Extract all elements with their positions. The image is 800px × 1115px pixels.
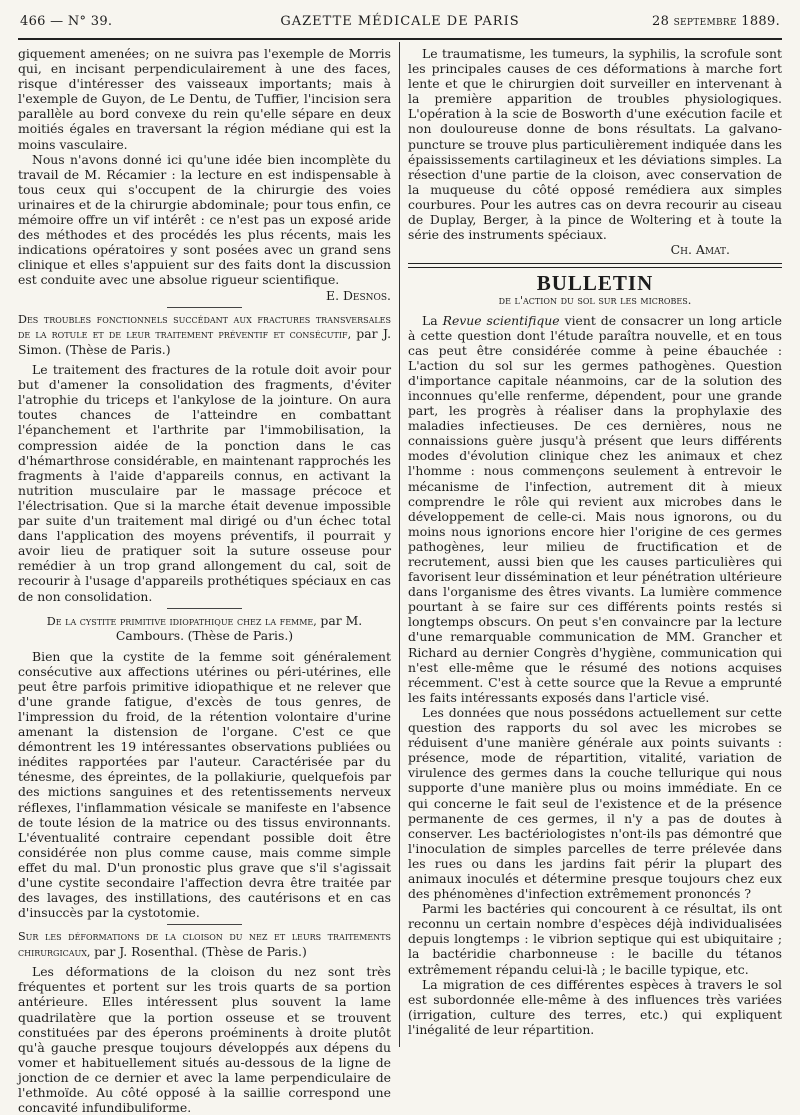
paragraph: Le traumatisme, les tumeurs, la syphilis, la scrofule sont les principales causes de ces déformations à marche fort lente et que le chirurgien doit surveiller en intervenant à la première apparition de troubles physiologiques. L'opération à la scie de Bosworth d'une exécution facile et non douloureuse donne de bons résultats. La galvano-puncture se trouve plus particulièrement indiquée dans les épaississements cartilagineux et les déviations simples. La résection d'une partie de la cloison, avec conservation de la muqueuse du côté opposé remédiera aux simples courbures. Pour les autres cas on devra recourir au ciseau de Duplay, Berger, à la pince de Woltering et à toute la série des instruments spéciaux.: [408, 46, 782, 243]
paragraph: Bien que la cystite de la femme soit généralement consécutive aux affections utérines ou péri-utérines, elle peut être parfois primitive idiopathique et ne relever que d'une grande fatigue, d'excès de tous genres, de l'impression du froid, de la rétention volontaire d'urine amenant la distension de l'organe. C'est ce que démontrent les 19 intéressantes observations publiées ou inédites rapportées par l'auteur. Caractérisée par du ténesme, des épreintes, de la pollakiurie, quelquefois par des mictions sanguines et des retentissements nerveux réflexes, l'inflammation vésicale se manifeste en l'absence de toute lésion de la matrice ou des tissus environnants. L'éventualité contraire cependant possible doit être considérée non plus comme cause, mais comme simple effet du mal. D'un pronostic plus grave que s'il s'agissait d'une cystite secondaire l'affection devra être traitée par des lavages, des instillations, des cautérisons et en cas d'insuccès par la cystotomie.: [18, 648, 391, 921]
article-reference: (Thèse de Paris.): [65, 341, 171, 357]
date-year: 1889.: [741, 14, 780, 29]
signature: Ch. Amat.: [670, 242, 730, 258]
signature: E. Desnos.: [326, 287, 391, 303]
article-reference: (Thèse de Paris.): [201, 943, 307, 959]
article-author: par J. Simon.: [18, 326, 392, 357]
article-heading: [18, 614, 391, 645]
separator: [167, 924, 242, 925]
paragraph: Le traitement des fractures de la rotule doit avoir pour but d'amener la consolidation des fragments, d'éviter l'atrophie du triceps et l'ankylose de la jointure. On aura toutes chances de l'atteindre en combattant l'épanchement et l'arthrite par l'immobilisation, la compression aidée de la ponction dans le cas d'hémarthrose considérable, en maintenant rapprochés les fragments à l'aide d'appareils connus, en activant la nutrition musculaire par le massage précoce et l'électrisation. Que si la marche était devenue impossible par suite d'un traitement mal dirigé ou d'un échec total dans l'application des moyens préventifs, il pourrait y avoir lieu de pratiquer soit la suture osseuse pour remédier à un trop grand allongement du cal, soit de recourir à l'usage d'appareils prothétiques spéciaux en cas de non consolidation.: [18, 362, 391, 604]
paragraph: Les données que nous possédons actuellement sur cette question des rapports du sol avec les microbes se réduisent d'une manière générale aux points suivants : présence, mode de répartition, vitalité, variation de virulence des germes dans la couche tellurique qui nous supporte d'une manière plus ou moins immédiate. En ce qui concerne le fait seul de l'existence et de la présence permanente de ces germes, il n'y a pas de doutes à conserver. Les bactériologistes n'ont-ils pas démontré que l'inoculation de simples parcelles de terre prélevée dans les rues ou dans les jardins fait périr la plupart des animaux inoculés et détermine presque toujours chez eux des phénomènes d'infection extrêmement prononcés ?: [408, 704, 782, 902]
article-title: Des troubles fonctionnels succédant aux fractures transversales de la rotule et de leur traitement préventif et consécutif,: [18, 312, 391, 342]
paragraph: Nous n'avons donné ici qu'une idée bien incomplète du travail de M. Récamier : la lecture en est indispensable à tous ceux qui s'occupent de la chirurgie des voies urinaires et de la chirurgie abdominale; pour tous enfin, ce mémoire offre un vif intérêt : ce n'est pas un exposé aride des méthodes et des procédés les plus récents, mais les indications opératoires y sont posées avec un grand sens clinique et elles s'appuient sur des faits dont la discussion est conduite avec une absolue rigueur scientifique.: [18, 151, 391, 288]
article-heading: [18, 313, 391, 359]
bulletin-title: BULLETIN: [536, 271, 654, 296]
paragraph: [408, 313, 782, 705]
bulletin-subtitle: de l'action du sol sur les microbes.: [498, 293, 692, 308]
text-run: vient de consacrer un long article à cette question dont l'étude paraîtra nouvelle, et en tous cas peut être considérée comme à peine ébauchée : L'action du sol sur les germes pathogènes. Question d'importance capitale néanmoins, car de la solution des inconnues qu'elle renferme, dépendent, pour une grande part, les progrès à réaliser dans la prophylaxie des maladies infectieuses. De ces dernières, nous ne connaissions guère jusqu'à présent que leurs différents modes d'évolution clinique chez les animaux et chez l'homme : nous commençons seulement à entrevoir le mécanisme de l'infection, autrement dit à mieux comprendre le rôle qui revient aux microbes dans le développement de celle-ci. Mais nous ignorons, ou du moins nous ignorions encore hier l'origine de ces germes pathogènes, leur milieu de fructification et de recrutement, aussi bien que les causes particulières qui favorisent leur dissémination et leur pénétration ultérieure dans l'organisme des êtres vivants. La lumière commence pourtant à se faire sur ces différents points restés si longtemps obscurs. On peut s'en convaincre par la lecture d'une remarquable communication de MM. Grancher et Richard au dernier Congrès d'hygiène, communication qui n'est elle-même que le résumé des notions acquises récemment. C'est à cette source que la Revue a emprunté les faits intéressants exposés dans l'article visé.: [408, 312, 782, 705]
article-title: Sur les déformations de la cloison du nez et leurs traitements chirurgicaux,: [18, 930, 391, 959]
paragraph: La migration de ces différentes espèces à travers le sol est subordonnée elle-même à des influences très variées (irrigation, culture des terres, etc.) qui expliquent l'inégalité de leur répartition.: [408, 976, 782, 1037]
separator: [167, 608, 242, 609]
separator: [167, 307, 242, 308]
left-column: [18, 46, 391, 1115]
journal-name: Revue scientifique: [442, 312, 560, 328]
paragraph: Les déformations de la cloison du nez sont très fréquentes et portent sur les trois quarts de sa portion antérieure. Elles intéressent plus souvent la lame quadrilatère que la portion osseuse et se trouvent constituées par des éperons proéminents à droite plutôt qu'à gauche presque toujours développés aux dépens du vomer et habituellement situés au-dessous de la ligne de jonction de ce dernier et avec la lame perpendiculaire de l'ethmoïde. Au côté opposé à la saillie correspond une concavité infundibuliforme.: [18, 964, 391, 1115]
column-divider: [399, 42, 400, 1047]
page-header: [18, 8, 782, 30]
article-reference: (Thèse de Paris.): [187, 628, 294, 644]
text-run: La: [422, 312, 438, 328]
article-author: par J. Rosenthal.: [94, 943, 198, 959]
article-title: De la cystite primitive idiopathique chez la femme,: [46, 614, 317, 628]
date-month: septembre: [673, 14, 737, 29]
header-rule: [18, 38, 782, 40]
right-column: [408, 46, 782, 1037]
date-day: 28: [652, 14, 670, 29]
article-author: par M. Cambours.: [115, 612, 363, 644]
page-number: 466 — N° 39.: [20, 14, 113, 29]
journal-title: GAZETTE MÉDICALE DE PARIS: [280, 14, 520, 29]
article-heading: [18, 930, 391, 960]
paragraph: Parmi les bactéries qui concourent à ce résultat, ils ont reconnu un certain nombre d'espèces déjà individualisées depuis longtemps : le vibrion septique qui est ubiquitaire ; la bactéridie charbonneuse : le bacille du tétanos extrêmement répandu celui-là ; le bacille typique, etc.: [408, 901, 782, 977]
double-rule: [408, 263, 782, 268]
paragraph: giquement amenées; on ne suivra pas l'exemple de Morris qui, en incisant perpendiculairement à une des faces, risque d'intéresser des vaisseaux importants; mais à l'exemple de Guyon, de Le Dentu, de Tuffier, l'incision sera parallèle au bord convexe du rein qu'elle sépare en deux moitiés égales en traversant la région médiane qui est la moins vasculaire.: [18, 46, 391, 152]
issue-date: [652, 14, 780, 29]
